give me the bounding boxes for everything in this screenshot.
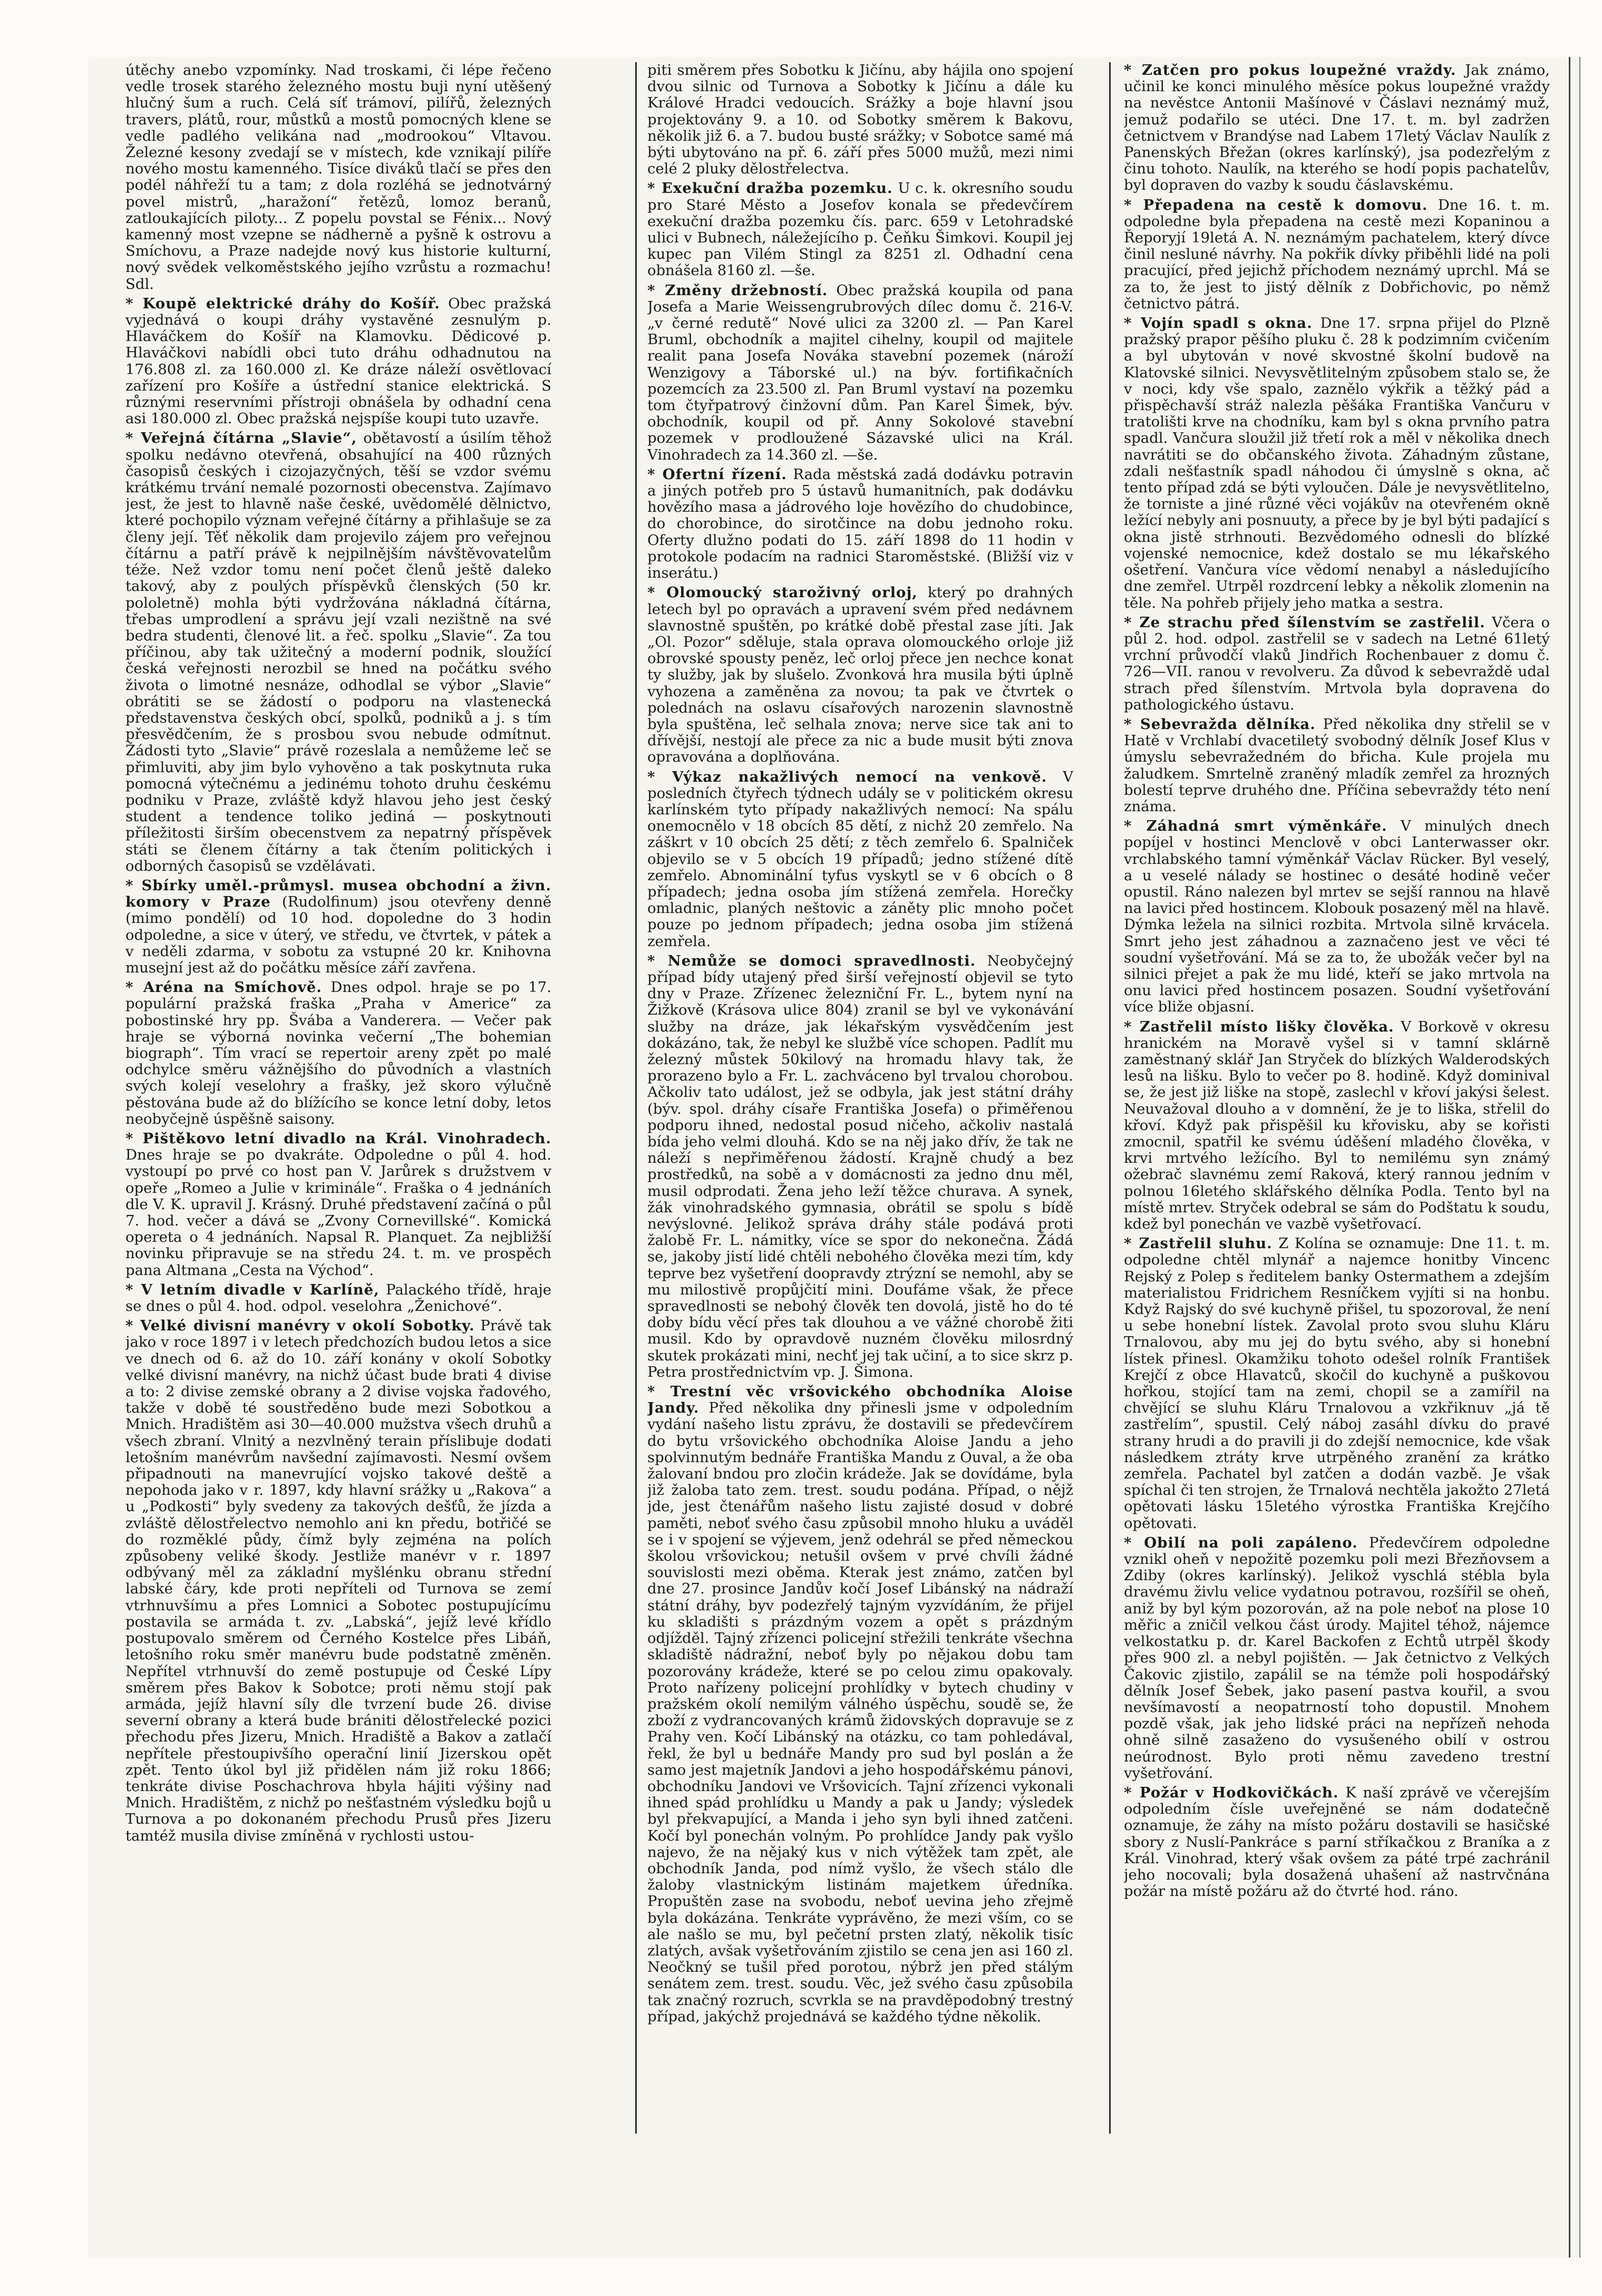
article-heading: * Olomoucký staroživný orloj, [647, 584, 918, 601]
article-text: Palackého třídě, hraje se dnes o půl 4. hod. odpol. veselohra „Ženichové“. [125, 1281, 551, 1315]
news-article [1124, 197, 1550, 312]
article-heading: * V letním divadle v Karlíně, [125, 1281, 380, 1298]
article-text: Rada městská zadá dodávku potravin a jiných potřeb pro 5 ústavů humanitních, pak dodávku hovězího masa a jádrového loje hovězího do chudobince, do chorobince, do sirotčince na dobu jednoho roku. Oferty dlužno podati do 15. září 1898 do 11 hodin v protokole podacím na radnici Staroměstské. (Bližší viz v inserátu.) [647, 465, 1073, 582]
article-text: V posledních čtyřech týdnech udály se v politickém okresu karlínském tyto případy nakažlivých nemocí: Na spálu onemocnělo v 18 obcích 85 dětí, z nichž 20 zemřelo. Na záškrt v 10 obcích 25 dětí; z těch zemřelo 6. Spalniček objevilo se v 5 obcích 19 případů; jedno stížené dítě zemřelo. Abnominální tyfus vyskytl se v 6 obcích o 8 případech; jedna osoba jím stížená zemřela. Horečky omladnic, planých neštovic a záněty plic mnoho počet pouze po jednom případech; jedna osoba jim stížená zemřela. [647, 768, 1073, 950]
article-heading: * Výkaz nakažlivých nemocí na venkově. [647, 768, 1047, 785]
column-divider [1109, 62, 1111, 2134]
article-heading: * Pištěkovo letní divadlo na Král. Vinohradech. [125, 1130, 551, 1147]
news-article [647, 180, 1073, 279]
news-article [125, 62, 551, 293]
article-heading: * Požár v Hodkovičkách. [1124, 1784, 1339, 1801]
news-article [1124, 615, 1550, 713]
article-text: U c. k. okresního soudu pro Staré Město a Josefov konala se předevčírem exekuční dražba pozemku čís. parc. 659 v Letohradské ulici v Bubnech, náležejícího p. Čeňku Šimkovi. Koupil jej kupec pan Vilém Stingl za 8251 zl. Odhadní cena obnášela 8160 zl. —še. [647, 180, 1073, 279]
article-heading: * Velké divisní manévry v okolí Sobotky. [125, 1317, 475, 1335]
article-heading: * Ze strachu před šílenstvím se zastřelil. [1124, 614, 1486, 631]
article-text: Obec pražská vyjednává o koupi dráhy vystavěné zesnulým p. Hlaváčkem do Košíř na Klamovku. Dědicové p. Hlaváčkovi nabídli obci tuto dráhu odhadnutou na 176.808 zl. za 160.000 zl. Ke dráze náleží osvětlovací zařízení pro Košíře a ústřední stanice elektrická. S různými reservními přístroji obnášela by odhadní cena asi 180.000 zl. Obec pražská nejspíše koupi tuto uzavře. [125, 295, 551, 427]
news-article [647, 62, 1073, 177]
article-text: Dne 17. srpna přijel do Plzně pražský prapor pěšího pluku č. 28 k podzimním cvičením a byl ubytován v nové skvostné školní budově na Klatovské silnici. Nevysvětlitelným způsobem stalo se, že v noci, kdy vše spalo, zaznělo výkřik a těžký pád a přispěchavší stráž nalezla pěšáka Františka Vančuru v tratolišti krve na chodníku, kam byl s okna prvního patra spadl. Vančura sloužil již třetí rok a měl v několika dnech navrátiti se do občanského života. Záhadným zůstane, zdali nešťastník spadl náhodou či úmyslně s okna, ač tento případ zdá se býti vyloučen. Dále je nevysvětlitelno, že torniste a jiné různé věci vojákův na otevřeném okně ležící nebyly ani posnuuty, a přece by je byl býti padající s okna jistě strhnouti. Bezvědomého odnesli do blízké vojenské nemocnice, kdež dostalo se mu lékařského ošetření. Vančura více vědomí nenabyl a následujícího dne zemřel. Utrpěl rozdrcení lebky a několik zlomenin na těle. Na pohřeb přijely jeho matka a sestra. [1124, 315, 1550, 611]
news-article [647, 466, 1073, 581]
article-heading: * Koupě elektrické dráhy do Košíř. [125, 295, 440, 312]
article-text: K naší zprávě ve včerejším odpoledním čísle uveřejněné se nám dodatečně oznamuje, že záhy na místo požáru dostavili se hasičské sbory z Nuslí-Pankráce s parní stříkačkou z Braníka a z Král. Vinohrad, který však ovšem za páté trpé zachránil jeho nocovali; byla dosažená uhašení až nastrvčnána požár na místě požáru až do čtvrté hod. ráno. [1124, 1784, 1550, 1900]
news-article [125, 1318, 551, 1844]
article-heading: * Záhadná smrt výměnkáře. [1124, 818, 1387, 835]
article-text: V Borkově v okresu hranickém na Moravě vyšel si v tamní sklárně zaměstnaný sklář Jan Stryček do blízkých Walderodských lesů na lišku. Bylo to večer po 8. hodině. Když dominival se, že jest již liške na stopě, zaslechl v křoví jakýsi šelest. Neuvažoval dlouho a v domnění, že je to liška, střelil do křoví. Když pak přispěšil ku křovisku, aby se kořisti zmocnil, spatřil ke svému úděšení mladého člověka, v krvi mrtvého ležícího. Byl to nemilému syn známý ožebrač slavnému zemí Raková, který rannou jedním v polnou 16letého sklářského dělníka Podla. Tento byl na místě mrtev. Stryček odebral se sám do Podštatu k soudu, kdež byl ponechán ve vazbě vyšetřovací. [1124, 1018, 1550, 1233]
article-heading: * Nemůže se domoci spravedlnosti. [647, 952, 976, 969]
article-text: obětavostí a úsilím těhož spolku nedávno otevřená, obsahující na 400 různých časopisů českých i cizojazyčných, těší se vzdor svému krátkému trvání nemalé pozornosti obecenstva. Zajímavo jest, že jest to hlavně naše české, uvědomělé dělnictvo, které pochopilo význam veřejné čítárny a přihlašuje se za členy její. Těť několik dam projevilo zájem pro veřejnou čítárnu a patří právě k nejpilnějším návštěvovatelům téže. Než vzdor tomu není počet členů ještě daleko takový, aby z poulých příspěvků členských (50 kr. pololetně) mohla býti vydržována nákladná čítárna, třebas umprodlení a správu její vzali nezištně na své bedra studenti, členové lit. a řeč. spolku „Slavie“. Za tou příčinou, aby tak užitečný a moderní podnik, sloužící česká veřejnosti nerozbil se hned na počátku svého života o limotné nesnáze, odhodlal se výbor „Slavie“ obrátiti se se žádostí o podporu na vlastenecká představenstva českých obcí, spolků, podniků a j. s tím přesvědčením, že s prosbou svou nebude odmítnut. Žádosti tyto „Slavie“ právě rozeslala a nemůžeme leč se přimluviti, aby jim bylo vyhověno a tak poskytnuta ruka pomocná výtečnému a jedinému tohoto druhu českému podniku v Praze, zvláště když hlavou jeho jest český student a tendence toliko jediná — poskytnouti příležitosti širším obecenstvem za nepatrný příspěvek státi se členem čítárny a tak čtením politických i odborných časopisů se vzdělávati. [125, 430, 551, 874]
article-text: Před několika dny střelil se v Hatě v Vrchlabí dvacetiletý svobodný dělník Josef Klus v úmyslu sebevražedném do břicha. Kule projela mu žaludkem. Smrtelně zraněný mladík zemřel za hrozných bolestí teprve druhého dne. Příčina sebevraždy této není známa. [1124, 715, 1550, 815]
news-article [1124, 315, 1550, 611]
article-heading: * Sbírky uměl.-průmysl. musea obchodní a živn. komory v Praze [125, 877, 551, 911]
article-text: Předevčírem odpoledne vznikl oheň v nepožitě pozemku poli mezi Březňovsem a Zdiby (okres karlínský). Jelikož vyschlá stébla byla dravému živlu velice vydatnou potravou, rozšířil se oheň, aniž by byl kým pozorován, až na pole neboť na plose 10 měřic a zničil velkou část úrody. Majitel téhož, nájemce velkostatku p. dr. Karel Backofen z Echtů utrpěl škody přes 900 zl. a nebyl pojištěn. — Jak četnictvo z Velkých Čakovic zjistilo, zapálil se na témže poli hospodářský dělník Josef Šebek, jako pasení pastva kouřil, a svou nevšímavostí a neopatrností toho dopustil. Mnohem pozdě však, jak jeho lidské práci na nepřízeň nehoda ohně silně zasaženo do vysušeného obilí v ostrou neúrodnost. Bylo proti němu zavedeno trestní vyšetřování. [1124, 1534, 1550, 1782]
article-text: Dne 16. t. m. odpoledne byla přepadena na cestě mezi Kopaninou a Řeporyjí 19letá A. N. neznámým pachatelem, který dívce činil nesluné návrhy. Na pokřik dívky přiběhli lidé na poli pracující, před jejichž příchodem neznámý uprchl. Má se za to, že jest to jistý dělník z Dobřichovic, po němž četnictvo pátrá. [1124, 196, 1550, 312]
article-text: piti směrem přes Sobotku k Jičínu, aby hájila ono spojení dvou silnic od Turnova a Sobotky k Jičínu a dále ku Králové Hradci vedoucích. Srážky a boje hlavní jsou projektovány 9. a 10. od Sobotky směrem k Bakovu, několik již 6. a 7. budou busté srážky; v Sobotce samé má býti ubytováno na př. 6. září přes 5000 mužů, mezi nimi celé 2 pluky dělostřelectva. [647, 62, 1073, 178]
news-article [1124, 1785, 1550, 1900]
news-article [1124, 1535, 1550, 1782]
article-heading: * Ofertní řízení. [647, 465, 787, 483]
article-text: V minulých dnech popíjel v hostinci Menclově v obci Lanterwasser okr. vrchlabského tamní výměnkář Václav Rücker. Byl veselý, a u veselé nálady se hostinec o desáté hodině večer opustil. Ráno nalezen byl mrtev se sejší rannou na hlavě na lavici před hostincem. Klobouk posazený měl na hlavě. Dýmka ležela na silnici rozbita. Mrtvola silně krvácela. Smrt jeho jest záhadnou a zaznačeno jest ve věci té soudní vyšetřování. Má se za to, že ubožák večer byl na silnici přejet a pak že mu lidé, kteří se jako mrtvola na onu lavici před hostincem posazen. Soudní vyšetřování více bliže objasní. [1124, 818, 1550, 1016]
article-text: Před několika dny přinesli jsme v odpoledním vydání našeho listu zprávu, že dostavili se předevčírem do bytu vršovického obchodníka Aloise Jandu a jeho spolvinnutým bednáře Františka Mandu z Ouval, a že oba žalovaní bndou pro zločin krádeže. Jak se dovídáme, byla již žaloba tato zem. trest. soudu podána. Případ, o nějž jde, jest čtenářům našeho listu zajisté dosud v dobré paměti, neboť svého času způsobil mnoho hluku a uváděl se i v spojení se výjevem, jenž odehrál se před německou školou vršovickou; netušil ovšem v prvé chvíli žádné souvislosti mezi oběma. Kterak jest známo, zatčen byl dne 27. prosince Jandův kočí Josef Libánský na nádraží státní dráhy, byv podezřelý tajným vyzvídáním, že přijel ku skladišti s prázdným vozem a opět s prázdným odjížděl. Tajný zřízenci policejní střežili tenkráte všechna skladiště nádražní, neboť byly po nějakou dobu tam pozorovány krádeže, které se po celou zimu opakovaly. Proto nařízeny policejní prohlídky v bytech chudiny v pražském okolí nemilým válného úspěchu, soudě se, že zboží z vydrancovaných krámů židovských dopravuje se z Prahy ven. Kočí Libánský na otázku, co tam pohledával, řekl, že byl u bednáře Mandy pro sud byl poslán a že samo jest majetník Jandovi a jeho hospodářskému pánovi, obchodníku Jandovi ve Vršovicích. Tajní zřízenci vykonali ihned spád prohlídku u Mandy a pak u Jandy; výsledek byl překvapující, a Manda i jeho syn byli ihned zatčeni. Kočí byl ponechán volným. Po prohlídce Jandy pak vyšlo najevo, že na nějaký kus v nich výtěžek tam zpět, ale obchodník Janda, pod nímž vyšlo, že všech stálo dle žaloby vlastnickým listinám majetkem úředníka. Propuštěn zase na svobodu, neboť uevina jeho zřejmě byla dokázána. Tenkráte vyprávěno, že mezi vším, co se ale našlo se mu, byl pečetní prsten zlatý, několik tisíc zlatých, avšak vyšetřováním zjistilo se cena jen asi 160 zl. Neočkný se tušil před porotou, nýbrž jen před stálým senátem zem. trest. soudu. Věc, jež svého času způsobila tak značný rozruch, scvrkla se na pravděpodobný trestný případ, jakýchž projednává se každého týdne několik. [647, 1399, 1073, 2025]
news-article [647, 585, 1073, 765]
news-article [1124, 716, 1550, 815]
news-article [125, 878, 551, 976]
column-divider [635, 62, 637, 2134]
news-article [647, 953, 1073, 1380]
news-article [125, 1131, 551, 1279]
news-column-3 [1124, 62, 1550, 2192]
article-heading: * Aréna na Smíchově. [125, 979, 322, 996]
news-article [1124, 62, 1550, 194]
article-text: Z Kolína se oznamuje: Dne 11. t. m. odpoledne chtěl mlynář a najemce honitby Vincenc Rejský z Polep s ředitelem banky Ostermathem a zdejším materialistou Fridrichem Resníčkem vyjíti si na honbu. Když Rajský do své kuchyně přišel, tu spozoroval, že není u sebe honební lístek. Zavolal proto svou sluhu Kláru Trnalovou, aby mu jej do bytu svého, aby si honební lístek přinesl. Okamžiku tohoto odešel rolník František Krejčí z obce Hlavatců, skočil do kuchyně a puškovou hořkou, stojící tam na zemi, chopil se a zamířil na chvějící se sluhu Kláru Trnalovou a vzkřiknuv „já tě zastřelím“, spustil. Celý náboj zasáhl dívku do pravé strany hrudi a do pravili ji do zdejší nemocnice, kde však následkem ztráty krve utrpěného zranění za krátko zemřela. Pachatel byl zatčen a dodán vazbě. Je však spíchal či ten strojen, že Trnalová nechtěla jakožto 27letá opětovati lásku 15letého výrostka Františka Krejčího opětovati. [1124, 1235, 1550, 1532]
article-text: Dnes odpol. hraje se po 17. populární pražská fraška „Praha v Americe“ za pobostinské hry pp. Švába a Vanderera. — Večer pak hraje se výborná novinka večerní „The bohemian biograph“. Tím vrací se repertoir areny zpět po malé odchylce směru vážnějšího do původních a vlastních svých kolejí veselohry a frašky, jež skoro výlučně pěstována bude až do blížícího se konce letní doby, letos neobyčejně úspěšně saisony. [125, 979, 551, 1127]
article-heading: * Exekuční dražba pozemku. [647, 180, 893, 197]
news-column-2 [647, 62, 1073, 2192]
news-article [647, 769, 1073, 950]
article-text: Dnes hraje se po dvakráte. Odpoledne o půl 4. hod. vystoupí po prvé co host pan V. Jarůrek s družstvem v opeře „Romeo a Julie v kriminále“. Fraška o 4 jednáních dle V. K. upravil J. Krásný. Druhé představení začíná o půl 7. hod. večer a dává se „Zvony Cornevillské“. Komická opereta o 4 jednáních. Napsal R. Planquet. Za nejbližší novinku připravuje se na středu 24. t. m. ve prospěch pana Altmana „Cesta na Východ“. [125, 1146, 551, 1279]
news-article [125, 296, 551, 427]
news-article [1124, 818, 1550, 1015]
news-article [1124, 1019, 1550, 1233]
article-heading: * Změny držebností. [647, 281, 828, 299]
article-text: který po drahných letech byl po opravách a upravení svém před nedávnem slavnostně spuštěn, po krátké době přestal zase jíti. Jak „Ol. Pozor“ sděluje, stala oprava olomouckého orloje již obrovské spousty peněz, leč orloj přece jen nechce konat ty služby, jak by slušelo. Zvonková hra musila býti úplně vyhozena a zaměněna za novou; ta pak ve čtvrtek o polednách na oslavu císařových narozenin slavnostně byla spuštěna, leč selhala znova; nerve sice tak ani to dřívější, nestojí ale přece za nic a bude musit býti znova opravována a doplňována. [647, 584, 1073, 766]
article-heading: * Zastřelil sluhu. [1124, 1235, 1273, 1252]
article-text: Jak známo, učinil ke konci minulého měsíce pokus loupežné vraždy na nevěstce Antonii Mašínové v Čáslavi neznámý muž, jemuž podařilo se utéci. Dne 17. t. m. byl zadržen četnictvem v Brandýse nad Labem 17letý Václav Naulík z Panenských Břežan (okres karlínský), jsa podezřelým z činu tohoto. Naulík, na kterého se hodí popis pachatelův, byl dopraven do vazby k soudu čáslavskému. [1124, 62, 1550, 194]
news-column-1 [125, 62, 551, 2192]
article-text: Obec pražská koupila od pana Josefa a Marie Weissengrubrových dílec domu č. 216-V. „v černé redutě“ Nové ulici za 3200 zl. — Pan Karel Bruml, obchodník a majitel cihelny, koupil od majitele realit pana Josefa Nováka stavební pozemek (nároží Wenzigovy a Táborské ul.) na býv. fortifikačních pozemcích za 23.500 zl. Pan Bruml vystaví na pozemku tom čtyřpatrový činžovní dům. Pan Karel Šimek, býv. obchodník, koupil od př. Anny Sokolové stavební pozemek v prodloužené Sázavské ulici na Král. Vinohradech za 14.360 zl. —še. [647, 281, 1073, 463]
article-text: Včera o půl 2. hod. odpol. zastřelil se v sadech na Letné 61letý vrchní průvodčí vlaků Jindřich Rochenbauer z domu č. 726—VII. ranou v revolveru. Za důvod k sebevraždě udal strach před šílenstvím. Mrtvola byla dopravena do pathologického ústavu. [1124, 614, 1550, 713]
article-heading: * Přepadena na cestě k domovu. [1124, 196, 1428, 213]
news-article [125, 1282, 551, 1315]
article-heading: * Zatčen pro pokus loupežné vraždy. [1124, 62, 1457, 79]
article-heading: * Zastřelil místo lišky člověka. [1124, 1018, 1394, 1035]
news-article [125, 430, 551, 874]
article-heading: * Sebevražda dělníka. [1124, 715, 1316, 733]
article-heading: * Obilí na poli zapáleno. [1124, 1534, 1358, 1551]
article-heading: * Trestní věc vršovického obchodníka Aloise Jandy. [647, 1383, 1073, 1417]
article-heading: * Vojín spadl s okna. [1124, 315, 1313, 332]
article-text: Právě tak jako v roce 1897 i v letech předchozích budou letos a sice ve dnech od 6. až do 10. září konány v okolí Sobotky velké divisní manévry, na nichž účast bude brati 4 divise a to: 2 divise zemské obrany a 2 divise vojska řadového, takže v době té soustředěno bude mezi Sobotkou a Mnich. Hradištěm asi 30—40.000 mužstva všech druhů a všech zbraní. Vlnitý a nezvlněný terain příslibuje dodati letošním manévrům navšední zajímavosti. Nesmí ovšem připadnouti na manevrující vojsko takové deště a nepohoda jako v r. 1897, kdy hlavní srážky u „Rakova“ a u „Podkosti“ byly svedeny za takových dešťů, že jízda a zvláště dělostřelectvo nemohlo ani kn předu, botřičé se do rozměklé půdy, čímž byly zejména na polích způsobeny veliké škody. Jestliže manévr v r. 1897 odbývaný měl za základní myšlénku obranu střední labské čáry, kde proti nepříteli od Turnova se zemí vtrhnuvšímu a přes Lomnici a Sobotec postupujícímu postavila se armáda t. zv. „Labská“, jejíž levé křídlo postupovalo směrem od Černého Kostelce přes Libáň, letošního roku směr manévru bude podstatně změněn. Nepřítel vtrhnuvší do země postupuje od České Lípy směrem přes Bakov k Sobotce; proti němu stojí pak armáda, jejíž hlavní síly dle tvrzení bude 26. divise severní obrany a která bude brániti dělostřelecké pozici přechodu přes Jizeru, Mnich. Hradiště a Bakov a zatlačí nepřítele přestoupivšího operační linií Jizerskou opět zpět. Tento úkol byl již přidělen nám již roku 1866; tenkráte divise Poschachrova hbyla hájiti výšiny nad Mnich. Hradištěm, z nichž po nešťastném výsledku bojů u Turnova a po dokonaném přechodu Prusů přes Jizeru tamtéž musila divise zmíněná v rychlosti ustou- [125, 1317, 551, 1844]
news-article [647, 1384, 1073, 2025]
news-article [647, 283, 1073, 463]
article-text: Neobyčejný případ bídy utajený před širší veřejností objevil se tyto dny v Praze. Zřízenec železniční Fr. L., bytem nyní na Žižkově (Krásova ulice 804) zranil se byl ve vykonávání služby na dráze, jak lékařským vysvědčením jest dokázáno, tak, že nebyl ke službě více schopen. Padlít mu železný můstek 50kilový na hromadu hlavy tak, že prorazeno bylo a Fr. L. zachváceno byl trvalou chorobou. Ačkoliv tato událost, jež se odbyla, jak jest státní dráhy (býv. spol. dráhy císaře Františka Josefa) o přiměřenou podporu ihned, nedostal posud ničeho, ačkoliv nastalá bída jeho velmi dlouhá. Kdo se na něj jako dřív, že tak ne náleží s nepřiměřenou žádostí. Krajně chudý a bez prostředků, na sobě a v domácnosti za jedno dnu měl, musil odprodati. Žena jeho leží těžce churava. A synek, žák vinohradského gymnasia, obrátil se spolu s bídě nevýslovné. Jelikož správa dráhy stále podává proti žalobě Fr. L. námitky, více se spor do nekonečna. Žádá se, jakoby jistí lidé chtěli nebohého člověka mezi tím, kdy teprve bez vyšetření doopravdy ztrýzní se nemohl, aby se mu milostivě propůjčití mini. Doufáme však, že přece spravedlnosti se nebohý člověk ten dovolá, jistě ho do té doby bídu věcí přes tak dlouhou a ve vážné chorobě žiti musil. Kdo by opravdově nuzném člověku milosrdný skutek prokázati mini, nechť jej tak učiní, a to sice skrz p. Petra prostřednictvím vp. J. Šimona. [647, 952, 1073, 1380]
news-article [1124, 1235, 1550, 1532]
article-text: útěchy anebo vzpomínky. Nad troskami, či lépe řečeno vedle trosek starého železného mostu buji nyní utěšený hlučný šum a ruch. Celá síť trámoví, pilířů, železných travers, plátů, rour, můstků a mostů pomocných klene se vedle padlého velikána nad „modrookou“ Vltavou. Železné kesony zvedají se v místech, kde vznikají pilíře nového mostu kamenného. Tisíce diváků tlačí se přes den podél náhřeží tu a tam; z dola rozléhá se jednotvárný povel mistrů, „haražoní“ řetězů, lomoz beranů, zatloukajících piloty... Z popelu povstal se Fénix... Nový kamenný most vzepne se nádherně a pyšně k ostrovu a Smíchovu, a Praze nadejde nový kus historie kulturní, nový svědek velkoměstského jejího vzrůstu a rozmachu! Sdl. [125, 62, 551, 293]
page-edge [1569, 57, 1580, 2258]
news-article [125, 979, 551, 1127]
article-text: (Rudolfinum) jsou otevřeny denně (mimo pondělí) od 10 hod. dopoledne do 3 hodin odpoledne, a sice v úterý, ve středu, ve čtvrtek, v pátek a v neděli zdarma, v sobotu za vstupné 20 kr. Knihovna musejní jest až do počátku měsíce září zavřena. [125, 893, 551, 976]
article-heading: * Veřejná čítárna „Slavie“, [125, 430, 357, 447]
